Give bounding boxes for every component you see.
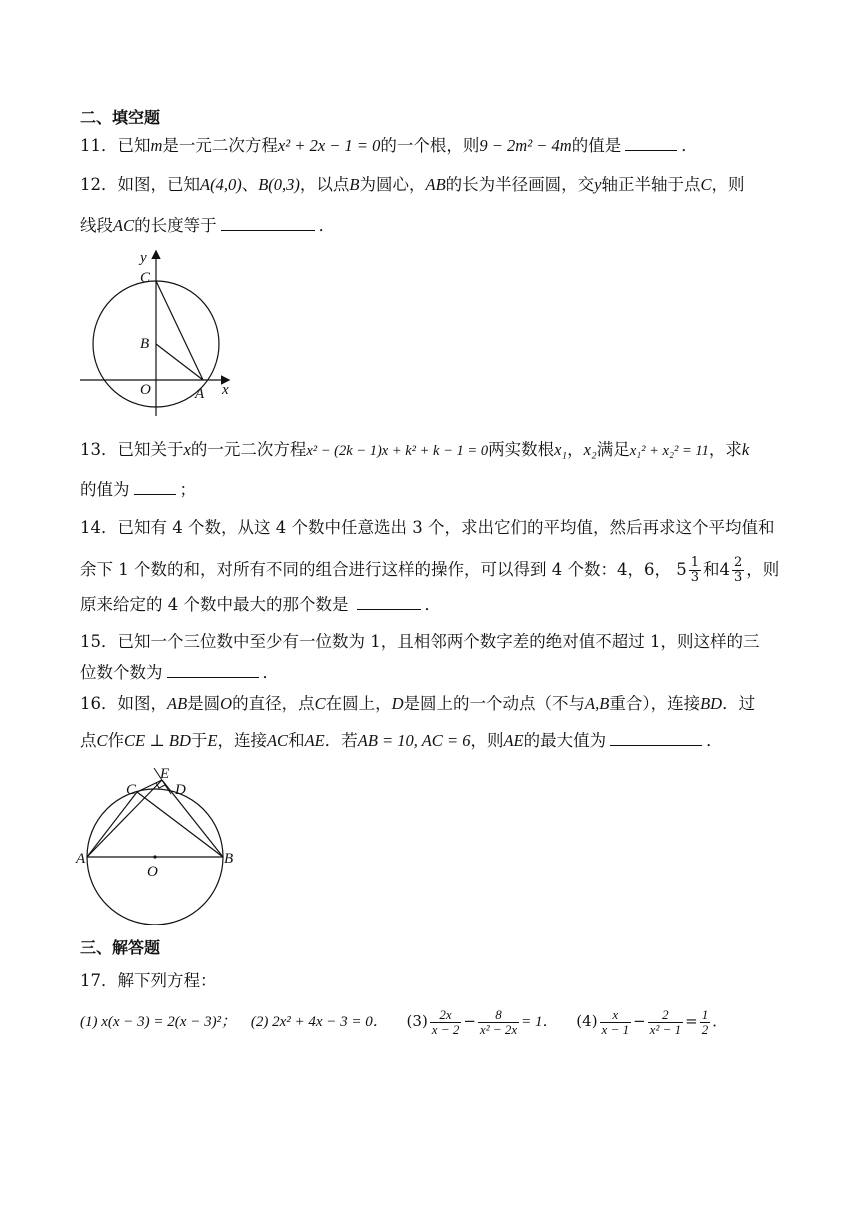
right-angle-mark bbox=[156, 783, 165, 788]
q13-condition: x₁² + x₂² = 11 bbox=[629, 443, 709, 459]
question-15-line-2 bbox=[80, 662, 279, 683]
q17-part-4-minus: − bbox=[633, 1012, 646, 1030]
q16-ac: AC bbox=[266, 731, 289, 750]
fraction-numerator: 2 bbox=[648, 1008, 683, 1023]
q14-end: ． bbox=[424, 595, 441, 614]
q17-text: 解下列方程： bbox=[117, 971, 217, 990]
q17-part-4-label: (4) bbox=[576, 1012, 598, 1030]
q16-text-1: 如图， bbox=[117, 694, 167, 713]
label-e: E bbox=[160, 766, 170, 782]
question-13-line-1 bbox=[80, 440, 749, 461]
label-c: C bbox=[140, 270, 151, 286]
q16-ae2: AE bbox=[503, 731, 524, 750]
q16-ab2: A,B bbox=[585, 694, 610, 713]
label-o: O bbox=[147, 864, 158, 880]
question-number: 14． bbox=[80, 518, 118, 537]
question-14-line-3 bbox=[80, 594, 441, 615]
q12-b: B bbox=[349, 175, 360, 194]
fraction-denominator: x − 1 bbox=[601, 1021, 630, 1037]
q12-sep: 、 bbox=[241, 175, 259, 194]
label-o: O bbox=[140, 382, 151, 398]
q15-line-1: 已知一个三位数中至少有一位数为 1，且相邻两个数字差的绝对值不超过 1，则这样的三 bbox=[117, 632, 760, 651]
q16-text-7: ．过 bbox=[722, 694, 756, 713]
answer-blank[interactable] bbox=[357, 594, 421, 610]
q13-text-4: 满足 bbox=[596, 440, 630, 459]
question-12-line-2 bbox=[80, 215, 335, 236]
q16-d: D bbox=[391, 694, 404, 713]
question-16-line-1 bbox=[80, 694, 755, 714]
q17-part-1: (1) x(x − 3) = 2(x − 3)²； bbox=[80, 1014, 237, 1030]
fraction-numerator: 1 bbox=[701, 1006, 709, 1022]
q14-fraction-1 bbox=[689, 556, 701, 585]
question-14-line-2 bbox=[80, 556, 779, 585]
q13-k: k bbox=[741, 440, 750, 459]
fraction-numerator: 8 bbox=[478, 1008, 519, 1023]
q16-ab: AB bbox=[167, 694, 188, 713]
q16-text-6: 重合），连接 bbox=[609, 694, 701, 713]
label-y: y bbox=[140, 250, 147, 266]
label-a: A bbox=[76, 851, 86, 867]
q16-text-3: 的直径，点 bbox=[232, 694, 315, 713]
question-17 bbox=[80, 971, 217, 991]
fraction-numerator: 2 bbox=[734, 555, 743, 570]
q12-ac: AC bbox=[113, 216, 135, 235]
q14-line-2b: ，则 bbox=[746, 560, 780, 579]
center-dot bbox=[153, 855, 156, 858]
q16-text-9: 作 bbox=[107, 731, 125, 750]
q16-text-10: 于 bbox=[190, 731, 208, 750]
label-a: A bbox=[195, 386, 205, 402]
figure-circle-diameter bbox=[72, 760, 252, 925]
q17-part-4-end: ． bbox=[712, 1012, 728, 1030]
fraction-numerator: 2x bbox=[430, 1008, 462, 1023]
q17-part-4-fraction-1 bbox=[600, 1008, 632, 1037]
answer-blank[interactable] bbox=[221, 215, 315, 231]
q17-part-2: (2) 2x² + 4x − 3 = 0． bbox=[250, 1014, 388, 1030]
question-12-line-1 bbox=[80, 175, 745, 195]
question-number: 13． bbox=[80, 440, 118, 459]
q14-line-2a: 余下 1 个数的和，对所有不同的组合进行这样的操作，可以得到 4 个数：4，6， bbox=[80, 560, 671, 579]
q16-text-4: 在圆上， bbox=[325, 694, 392, 713]
q13-text-5: ，求 bbox=[708, 440, 742, 459]
label-c: C bbox=[126, 782, 137, 798]
q16-o: O bbox=[220, 694, 233, 713]
segment-ba bbox=[156, 344, 203, 380]
q15-end: ． bbox=[262, 663, 279, 682]
q16-text-14: 的最大值为 bbox=[523, 731, 607, 750]
q17-part-3-minus: − bbox=[463, 1012, 476, 1030]
q16-text-13: ，则 bbox=[470, 731, 504, 750]
q13-equation: x² − (2k − 1)x + k² + k − 1 = 0 bbox=[306, 443, 489, 459]
q11-equation: x² + 2x − 1 = 0 bbox=[277, 136, 381, 155]
q16-end: ． bbox=[706, 731, 723, 750]
q16-text-11: ，连接 bbox=[217, 731, 267, 750]
q12-point-a: A(4,0) bbox=[200, 175, 242, 194]
q16-text-12: ．若 bbox=[324, 731, 358, 750]
segment-ac bbox=[87, 792, 137, 857]
answer-blank[interactable] bbox=[625, 135, 677, 151]
q12-text-5: 轴正半轴于点 bbox=[601, 175, 701, 194]
answer-blank[interactable] bbox=[167, 662, 259, 678]
q13-end: ； bbox=[179, 480, 196, 499]
q16-e: E bbox=[207, 731, 218, 750]
question-number: 17． bbox=[80, 971, 118, 990]
fraction-denominator: x² − 1 bbox=[649, 1021, 682, 1037]
q17-part-4-equals: = bbox=[685, 1012, 698, 1030]
fraction-numerator: 1 bbox=[690, 555, 700, 570]
q16-given: AB = 10, AC = 6 bbox=[357, 731, 471, 750]
q12-ab: AB bbox=[425, 175, 446, 194]
q16-c2: C bbox=[96, 731, 108, 750]
q13-text-2: 的一元二次方程 bbox=[190, 440, 307, 459]
q11-text-2: 是一元二次方程 bbox=[162, 136, 278, 155]
figure-circle-axes bbox=[70, 244, 240, 424]
q16-and: 和 bbox=[288, 731, 305, 750]
question-14-line-1 bbox=[80, 518, 774, 538]
question-15-line-1 bbox=[80, 632, 760, 652]
q11-text-4: 的值是 bbox=[571, 136, 622, 155]
fraction-denominator: 3 bbox=[690, 570, 700, 585]
q17-part-3-fraction-2 bbox=[478, 1008, 519, 1037]
q11-text-1: 已知 bbox=[117, 136, 151, 155]
q11-var-m: m bbox=[150, 136, 163, 155]
q12-text-8: 的长度等于 bbox=[134, 216, 217, 235]
q11-text-3: 的一个根，则 bbox=[380, 136, 480, 155]
q12-text-6: ，则 bbox=[711, 175, 745, 194]
q16-bd: BD bbox=[700, 694, 723, 713]
label-d: D bbox=[175, 782, 186, 798]
q14-mixed-2-whole: 4 bbox=[719, 560, 731, 579]
q14-and: 和 bbox=[703, 560, 720, 579]
q14-line-3: 原来给定的 4 个数中最大的那个数是 bbox=[80, 595, 349, 614]
q16-perp: CE ⊥ BD bbox=[124, 731, 191, 750]
q13-comma: ， bbox=[567, 440, 584, 459]
label-b: B bbox=[140, 336, 150, 352]
q13-x2: x₂ bbox=[583, 440, 597, 459]
fraction-numerator: x bbox=[600, 1008, 632, 1023]
q15-line-2: 位数个数为 bbox=[80, 663, 163, 682]
section-heading-solve: 三、解答题 bbox=[80, 938, 161, 957]
question-number: 15． bbox=[80, 632, 118, 651]
q12-text-7: 线段 bbox=[80, 216, 113, 235]
q12-c: C bbox=[700, 175, 712, 194]
section-heading-fill-in: 二、填空题 bbox=[80, 108, 161, 127]
q12-text-3: 为圆心， bbox=[359, 175, 426, 194]
question-11 bbox=[80, 135, 698, 156]
q16-ae: AE bbox=[304, 731, 325, 750]
q12-text-2: ，以点 bbox=[299, 175, 350, 194]
answer-blank[interactable] bbox=[134, 479, 176, 495]
q16-text-2: 是圆 bbox=[187, 694, 221, 713]
q13-text-3: 两实数根 bbox=[488, 440, 555, 459]
q13-text-1: 已知关于 bbox=[117, 440, 184, 459]
q12-end: ． bbox=[318, 216, 336, 235]
q16-text-8: 点 bbox=[80, 731, 97, 750]
q12-y: y bbox=[594, 175, 602, 194]
q16-text-5: 是圆上的一个动点（不与 bbox=[403, 694, 586, 713]
question-13-line-2 bbox=[80, 479, 196, 500]
q17-part-4-fraction-3 bbox=[700, 1008, 711, 1037]
q12-text-4: 的长为半径画圆，交 bbox=[445, 175, 595, 194]
q17-part-4-fraction-2 bbox=[648, 1008, 683, 1037]
q11-end: ． bbox=[681, 136, 698, 155]
answer-blank[interactable] bbox=[610, 730, 702, 746]
label-x: x bbox=[222, 382, 229, 398]
q14-line-1: 已知有 4 个数，从这 4 个数中任意选出 3 个，求出它们的平均值，然后再求这个平均值和 bbox=[117, 518, 775, 537]
q14-mixed-1-whole: 5 bbox=[676, 560, 687, 579]
question-number: 11． bbox=[80, 136, 118, 155]
q16-c: C bbox=[314, 694, 326, 713]
question-16-line-2 bbox=[80, 730, 723, 751]
q12-text-1: 如图，已知 bbox=[117, 175, 200, 194]
q13-x: x bbox=[183, 440, 191, 459]
q13-x1: x₁ bbox=[554, 440, 568, 459]
question-number: 12． bbox=[80, 175, 118, 194]
q17-part-3-fraction-1 bbox=[430, 1008, 462, 1037]
q14-fraction-2 bbox=[732, 556, 744, 585]
segment-cb bbox=[137, 792, 223, 857]
q13-text-6: 的值为 bbox=[80, 480, 130, 499]
q12-point-b: B(0,3) bbox=[258, 175, 300, 194]
question-number: 16． bbox=[80, 694, 118, 713]
q17-part-3-rhs: = 1． bbox=[521, 1014, 558, 1030]
q11-expression: 9 − 2m² − 4m bbox=[479, 136, 572, 155]
fraction-denominator: x² − 2x bbox=[479, 1021, 518, 1037]
fraction-denominator: x − 2 bbox=[431, 1021, 460, 1037]
label-b: B bbox=[224, 851, 234, 867]
q17-part-3-label: (3) bbox=[406, 1012, 428, 1030]
fraction-denominator: 3 bbox=[734, 570, 743, 585]
question-17-parts bbox=[80, 1004, 727, 1039]
fraction-denominator: 2 bbox=[701, 1021, 709, 1037]
